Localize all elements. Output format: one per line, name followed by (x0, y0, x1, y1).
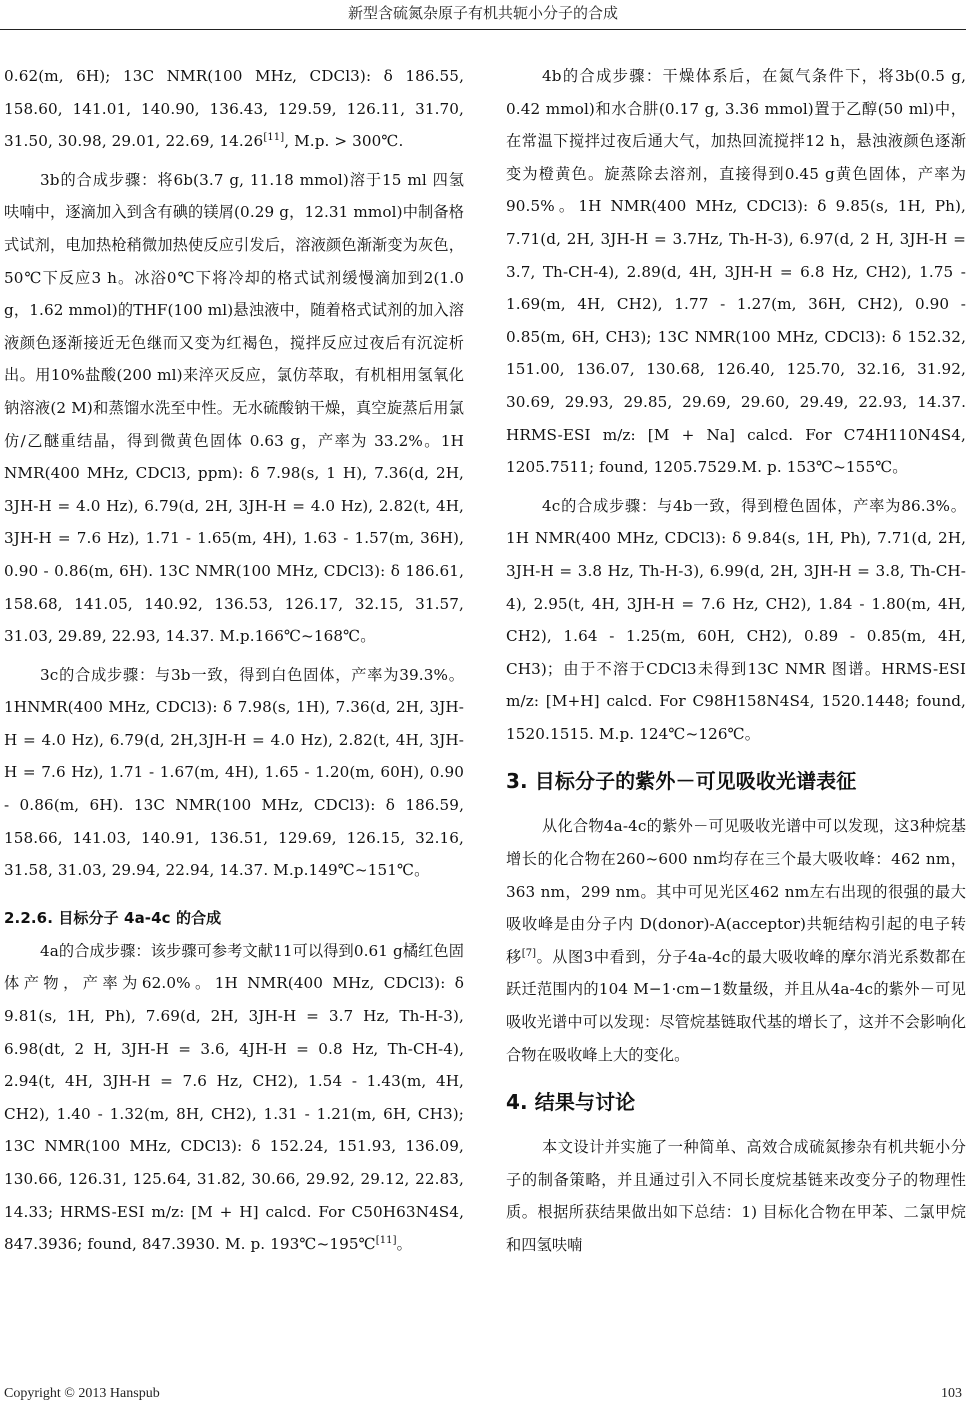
running-title: 新型含硫氮杂原子有机共轭小分子的合成 (347, 4, 618, 22)
section-heading-4: 4. 结果与讨论 (506, 1090, 636, 1115)
synthesis-4c-paragraph: 4c的合成步骤：与4b一致，得到橙色固体，产率为86.3%。1H NMR(400 MHz, CDCl3): δ 9.84(s, 1H, Ph), 7.71(d, 2H, 3JH-H = 3.8 Hz, Th-H-3), 6.99(d, 2H, 3JH-H = 3.8, Th-CH-4), 2.95(t, 4H, 3JH-H = 7.6 Hz, CH2), 1.84 - 1.80(m, 4H, CH2), 1.64 - 1.25(m, 60H, CH2), 0.89 - 0.85(m, 4H, CH3)；由于不溶于CDCl3未得到13C NMR 图谱。HRMS-ESI m/z: [M+H] calcd. For C98H158N4S4, 1520.1448; found, 1520.1515. M.p. 124℃~126℃。 (506, 496, 966, 743)
right-column (506, 60, 966, 1262)
page-footer (0, 1386, 966, 1414)
synthesis-3c-paragraph: 3c的合成步骤：与3b一致，得到白色固体，产率为39.3%。1HNMR(400 MHz, CDCl3): δ 7.98(s, 1H), 7.36(d, 2H, 3JH-H = 4.0 Hz), 6.79(d, 2H,3JH-H = 4.0 Hz), 2.82(t, 4H, 3JH-H = 7.6 Hz), 1.71 - 1.67(m, 4H), 1.65 - 1.20(m, 60H), 0.90 - 0.86(m, 6H). 13C NMR(100 MHz, CDCl3): δ 186.59, 158.66, 141.03, 140.91, 136.51, 129.69, 126.15, 32.16, 31.58, 31.03, 29.94, 22.94, 14.37. M.p.149℃~151℃。 (4, 665, 464, 880)
left-column (4, 60, 464, 1261)
citation-ref[interactable]: [11] (263, 132, 285, 144)
copyright-text: Copyright © 2013 Hanspub (4, 1386, 160, 1401)
uv-vis-paragraph: 从化合物4a-4c的紫外－可见吸收光谱中可以发现，这3种烷基增长的化合物在260~600 nm均存在三个最大吸收峰：462 nm，363 nm，299 nm。其中可见光区462 nm左右出现的很强的最大吸收峰是由分子内 D(donor)-A(acceptor)共轭结构引起的电子转移[7]。从图3中看到，分子4a-4c的最大吸收峰的摩尔消光系数都在跃迁范围内的104 M−1·cm−1数量级，并且从4a-4c的紫外－可见吸收光谱中可以发现：尽管烷基链取代基的增长了，这并不会影响化合物在吸收峰上大的变化。 (506, 817, 966, 1064)
header-rule (0, 29, 966, 30)
section-heading-3: 3. 目标分子的紫外－可见吸收光谱表征 (506, 769, 857, 794)
conclusion-paragraph: 本文设计并实施了一种简单、高效合成硫氮掺杂有机共轭小分子的制备策略，并且通过引入不同长度烷基链来改变分子的物理性质。根据所获结果做出如下总结：1) 目标化合物在甲苯、二氯甲烷和四氢呋喃 (506, 1138, 966, 1254)
citation-ref[interactable]: [11] (375, 1235, 397, 1247)
synthesis-4b-paragraph: 4b的合成步骤：干燥体系后，在氮气条件下，将3b(0.5 g, 0.42 mmol)和水合肼(0.17 g, 3.36 mmol)置于乙醇(50 ml)中，在常温下搅拌过夜后通大气，加热回流搅拌12 h，悬浊液颜色逐渐变为橙黄色。旋蒸除去溶剂，直接得到0.45 g黄色固体，产率为90.5%。1H NMR(400 MHz, CDCl3): δ 9.85(s, 1H, Ph), 7.71(d, 2H, 3JH-H = 3.7Hz, Th-H-3), 6.97(d, 2 H, 3JH-H = 3.7, Th-CH-4), 2.89(d, 4H, 3JH-H = 6.8 Hz, CH2), 1.75 - 1.69(m, 4H, CH2), 1.77 - 1.27(m, 36H, CH2), 0.90 - 0.85(m, 6H, CH3); 13C NMR(100 MHz, CDCl3): δ 152.32, 151.00, 136.07, 130.68, 126.40, 125.70, 32.16, 31.92, 30.69, 29.93, 29.85, 29.69, 29.60, 29.49, 22.93, 14.37. HRMS-ESI m/z: [M + Na] calcd. For C74H110N4S4, 1205.7511; found, 1205.7529.M. p. 153℃~155℃。 (506, 67, 966, 477)
subsection-heading-2-2-6: 2.2.6. 目标分子 4a-4c 的合成 (4, 908, 222, 927)
nmr-continuation-paragraph: 0.62(m, 6H); 13C NMR(100 MHz, CDCl3): δ 186.55, 158.60, 141.01, 140.90, 136.43, 129.59, 126.11, 31.70, 31.50, 30.98, 29.01, 22.69, 14.26[11], M.p. > 300℃. (4, 67, 464, 151)
page-number: 103 (941, 1386, 962, 1401)
synthesis-3b-paragraph: 3b的合成步骤：将6b(3.7 g, 11.18 mmol)溶于15 ml 四氢呋喃中，逐滴加入到含有碘的镁屑(0.29 g，12.31 mmol)中制备格式试剂，电加热枪稍微加热使反应引发后，溶液颜色渐渐变为灰色，50℃下反应3 h。冰浴0℃下将冷却的格式试剂缓慢滴加到2(1.0 g，1.62 mmol)的THF(100 ml)悬浊液中，随着格式试剂的加入溶液颜色逐渐接近无色继而又变为红褐色，搅拌反应过夜后有沉淀析出。用10%盐酸(200 ml)来淬灭反应，氯仿萃取，有机相用氢氧化钠溶液(2 M)和蒸馏水洗至中性。无水硫酸钠干燥，真空旋蒸后用氯仿/乙醚重结晶，得到微黄色固体 0.63 g，产率为 33.2%。1H NMR(400 MHz, CDCl3, ppm): δ 7.98(s, 1 H), 7.36(d, 2H, 3JH-H = 4.0 Hz), 6.79(d, 2H, 3JH-H = 4.0 Hz), 2.82(t, 4H, 3JH-H = 7.6 Hz), 1.71 - 1.65(m, 4H), 1.63 - 1.57(m, 36H), 0.90 - 0.86(m, 6H). 13C NMR(100 MHz, CDCl3): δ 186.61, 158.68, 141.05, 140.92, 136.53, 126.17, 32.15, 31.57, 31.03, 29.89, 22.93, 14.37. M.p.166℃~168℃。 (4, 170, 464, 646)
citation-ref[interactable]: [7] (521, 947, 537, 959)
running-header (0, 0, 966, 30)
synthesis-4a-paragraph: 4a的合成步骤：该步骤可参考文献11可以得到0.61 g橘红色固体产物，产率为62.0%。1H NMR(400 MHz, CDCl3): δ 9.81(s, 1H, Ph), 7.69(d, 2H, 3JH-H = 3.7 Hz, Th-H-3), 6.98(dt, 2 H, 3JH-H = 3.6, 4JH-H = 0.8 Hz, Th-CH-4), 2.94(t, 4H, 3JH-H = 7.6 Hz, CH2), 1.54 - 1.43(m, 4H, CH2), 1.40 - 1.32(m, 8H, CH2), 1.31 - 1.21(m, 6H, CH3); 13C NMR(100 MHz, CDCl3): δ 152.24, 151.93, 136.09, 130.66, 126.31, 125.64, 31.82, 30.66, 29.92, 29.12, 22.83, 14.33; HRMS-ESI m/z: [M + H] calcd. For C50H63N4S4, 847.3936; found, 847.3930. M. p. 193℃~195℃[11]。 (4, 941, 464, 1254)
